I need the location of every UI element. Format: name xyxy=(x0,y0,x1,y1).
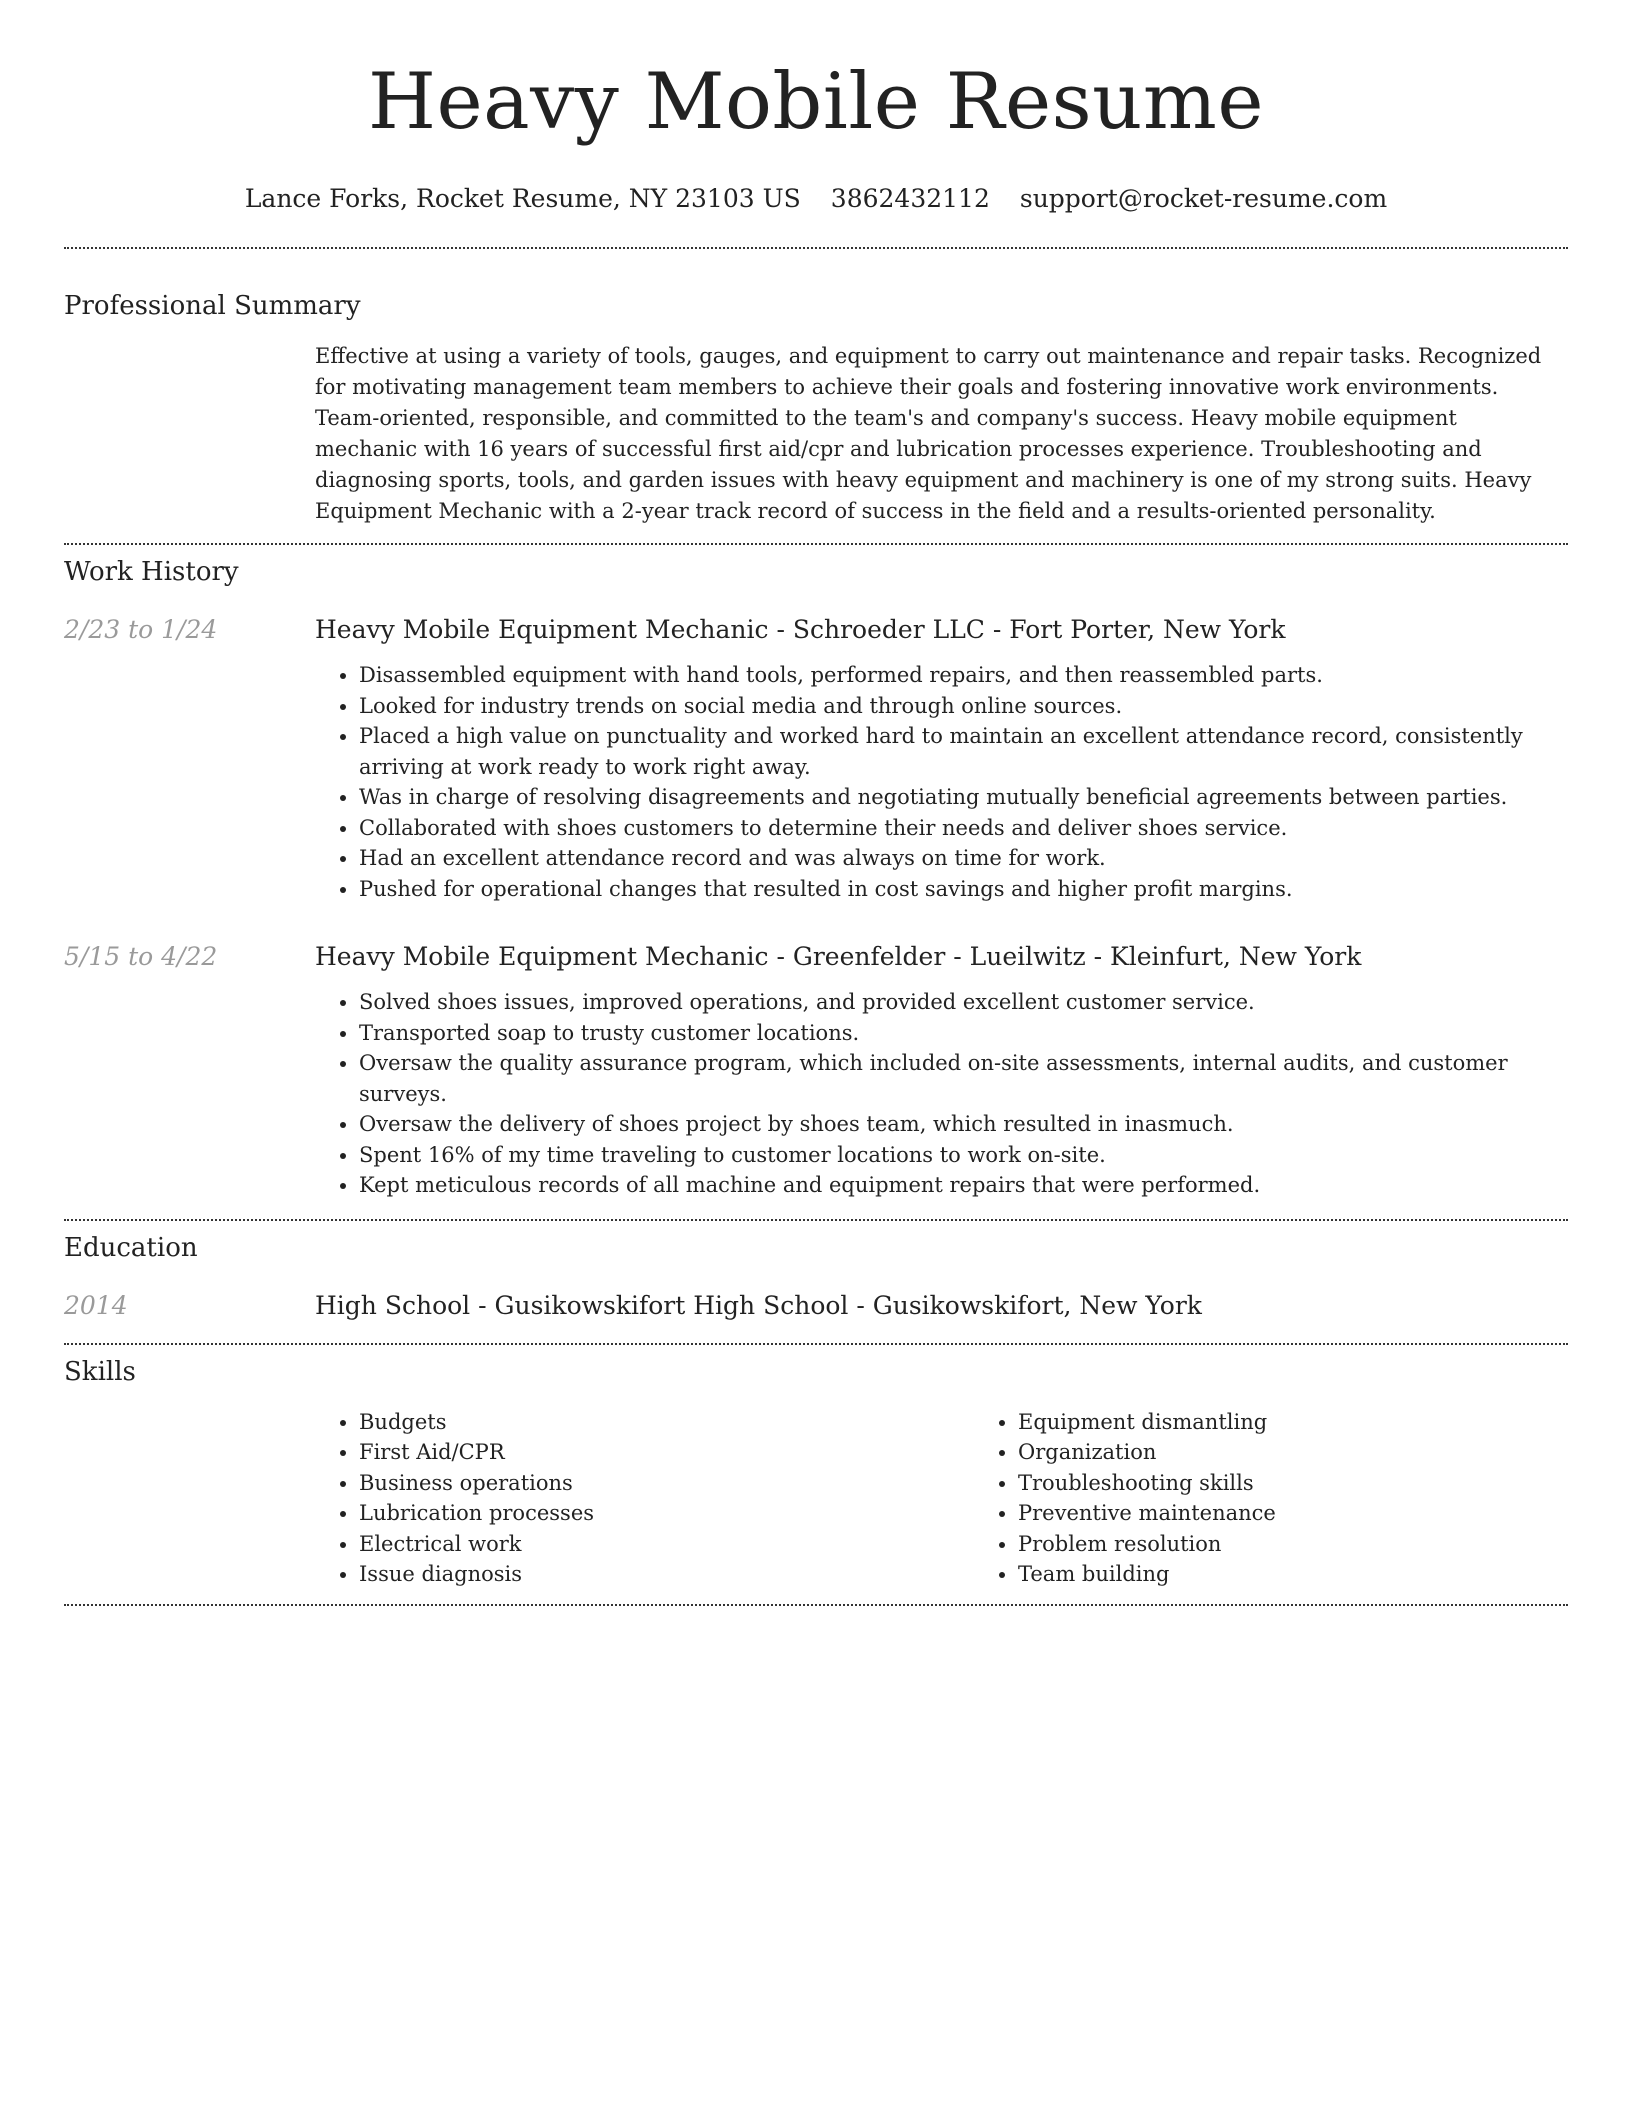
job-entry xyxy=(64,613,1568,904)
job-bullet: • Solved shoes issues, improved operations, and provided excellent customer service. xyxy=(359,987,1552,1018)
skills-list-right xyxy=(974,1407,1632,1590)
skill-item: • Preventive maintenance xyxy=(1018,1498,1632,1529)
job-bullet: • Pushed for operational changes that resulted in cost savings and higher profit margins. xyxy=(359,874,1552,905)
job-title: Heavy Mobile Equipment Mechanic xyxy=(315,615,769,644)
resume-page xyxy=(64,0,1568,1606)
education-content xyxy=(315,1289,1568,1323)
contact-address: Lance Forks, Rocket Resume, NY 23103 US xyxy=(244,184,801,213)
job-bullet: • Had an excellent attendance record and was always on time for work. xyxy=(359,843,1552,874)
summary-text: Effective at using a variety of tools, gauges, and equipment to carry out maintenance and repair tasks. Recognized for motivating management team members to achieve their goals and fostering innovative work environments. Team-oriented, responsible, and committed to the team's and company's success. Heavy mobile equipment mechanic with 16 years of successful first aid/cpr and lubrication processes experience. Troubleshooting and diagnosing sports, tools, and garden issues with heavy equipment and machinery is one of my strong suits. Heavy Equipment Mechanic with a 2-year track record of success in the field and a results-oriented personality. xyxy=(315,344,1542,523)
skill-item: • Lubrication processes xyxy=(359,1498,974,1529)
job-bullet: • Was in charge of resolving disagreements and negotiating mutually beneficial agreements between parties. xyxy=(359,782,1552,813)
job-bullets xyxy=(315,987,1552,1201)
contact-line xyxy=(64,182,1568,216)
job-content xyxy=(315,613,1568,904)
divider xyxy=(64,1343,1568,1345)
job-details: - Schroeder LLC - Fort Porter, New York xyxy=(768,615,1286,644)
job-bullet: • Placed a high value on punctuality and worked hard to maintain an excellent attendance record, consistently arriving at work ready to work right away. xyxy=(359,721,1552,782)
section-title-summary: Professional Summary xyxy=(64,291,361,321)
section-title-education: Education xyxy=(64,1232,198,1263)
skill-item: • First Aid/CPR xyxy=(359,1437,974,1468)
job-heading xyxy=(315,613,1552,647)
skills-row xyxy=(64,1407,1568,1590)
skill-item: • Team building xyxy=(1018,1559,1632,1590)
job-bullet: • Transported soap to trusty customer locations. xyxy=(359,1018,1552,1049)
divider xyxy=(64,247,1568,249)
resume-title: Heavy Mobile Resume xyxy=(368,57,1264,147)
job-title: Heavy Mobile Equipment Mechanic xyxy=(315,942,769,971)
job-bullet: • Collaborated with shoes customers to determine their needs and deliver shoes service. xyxy=(359,813,1552,844)
divider xyxy=(64,1219,1568,1221)
job-heading xyxy=(315,940,1552,974)
contact-phone: 3862432112 xyxy=(830,184,990,213)
skill-item: • Problem resolution xyxy=(1018,1529,1632,1560)
job-bullet: • Disassembled equipment with hand tools, performed repairs, and then reassembled parts. xyxy=(359,660,1552,691)
education-text: High School - Gusikowskifort High School - Gusikowskifort, New York xyxy=(315,1290,1202,1320)
job-bullet: • Oversaw the quality assurance program, which included on-site assessments, internal audits, and customer surveys. xyxy=(359,1048,1552,1109)
skill-item: • Electrical work xyxy=(359,1529,974,1560)
job-dates: 5/15 to 4/22 xyxy=(64,942,218,971)
skills-grid xyxy=(315,1407,1632,1590)
divider xyxy=(64,543,1568,545)
skill-item: • Equipment dismantling xyxy=(1018,1407,1632,1438)
job-dates: 2/23 to 1/24 xyxy=(64,615,218,644)
job-entry xyxy=(64,940,1568,1201)
skill-item: • Issue diagnosis xyxy=(359,1559,974,1590)
summary-spacer xyxy=(64,341,315,527)
section-title-work: Work History xyxy=(64,557,239,587)
job-bullet: • Oversaw the delivery of shoes project by shoes team, which resulted in inasmuch. xyxy=(359,1109,1552,1140)
job-content xyxy=(315,940,1568,1201)
summary-content xyxy=(315,341,1568,527)
skill-item: • Business operations xyxy=(359,1468,974,1499)
skill-item: • Troubleshooting skills xyxy=(1018,1468,1632,1499)
job-details: - Greenfelder - Lueilwitz - Kleinfurt, New York xyxy=(768,942,1362,971)
skills-spacer xyxy=(64,1407,315,1590)
section-title-skills: Skills xyxy=(64,1356,136,1387)
skills-list-left xyxy=(315,1407,974,1590)
job-bullet: • Spent 16% of my time traveling to customer locations to work on-site. xyxy=(359,1140,1552,1171)
job-bullet: • Kept meticulous records of all machine and equipment repairs that were performed. xyxy=(359,1170,1552,1201)
education-year: 2014 xyxy=(64,1290,128,1320)
skill-item: • Organization xyxy=(1018,1437,1632,1468)
job-bullet: • Looked for industry trends on social media and through online sources. xyxy=(359,691,1552,722)
contact-email: support@rocket-resume.com xyxy=(1019,184,1388,213)
job-bullets xyxy=(315,660,1552,904)
education-entry xyxy=(64,1289,1568,1323)
skill-item: • Budgets xyxy=(359,1407,974,1438)
summary-row xyxy=(64,341,1568,527)
divider xyxy=(64,1604,1568,1606)
